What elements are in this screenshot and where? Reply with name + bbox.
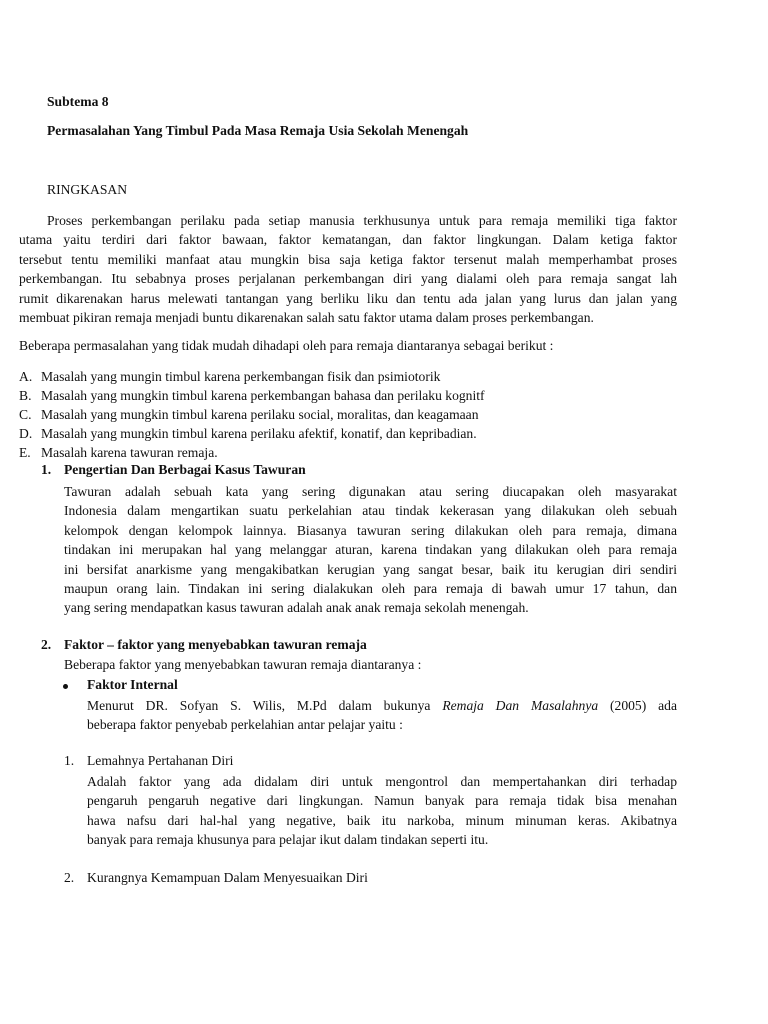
section1-paragraph [64, 482, 677, 618]
list-marker: D. [19, 426, 33, 441]
paragraph-line: beberapa faktor penyebab perkelahian antar pelajar yaitu : [87, 717, 403, 733]
section-number: 1. [41, 462, 52, 477]
section2-intro: Beberapa faktor yang menyebabkan tawuran remaja diantaranya : [64, 657, 422, 672]
list-item-text: Masalah karena tawuran remaja. [41, 445, 218, 460]
paragraph-line: maupun orang lain. Tindakan ini sering dialakukan oleh para remaja di bawah umur 17 tahun, dan [64, 581, 677, 597]
paragraph-line: banyak para remaja khusunya para pelajar ikut dalam tindakan seperti itu. [87, 832, 489, 848]
list-marker: A. [19, 369, 33, 384]
paragraph-line: Proses perkembangan perilaku pada setiap manusia terkhusunya untuk para remaja memiliki tiga faktor [47, 213, 677, 228]
citation-year: (2005) ada [610, 698, 677, 713]
summary-heading: RINGKASAN [47, 182, 128, 197]
internal-factor-paragraph [87, 696, 677, 735]
citation-text: Menurut DR. Sofyan S. Wilis, M.Pd dalam bukunya [87, 698, 431, 713]
intro-paragraph [19, 211, 677, 327]
section-heading: Faktor – faktor yang menyebabkan tawuran remaja [64, 637, 367, 652]
list-item-text: Masalah yang mungkin timbul karena perkembangan bahasa dan perilaku kognitf [41, 388, 485, 403]
paragraph-line: hawa nafsu dari hal-hal yang negative, baik itu narkoba, minum minuman keras. Akibatnya [87, 812, 677, 828]
paragraph-line: yang sering mendapatkan kasus tawuran adalah anak anak remaja sekolah menengah. [64, 600, 529, 616]
paragraph-line: tersebut tentu memiliki manfaat atau mungkin bisa saja ketiga faktor tersenut malah memperhambat proses [19, 251, 677, 267]
page-title: Permasalahan Yang Timbul Pada Masa Remaja Usia Sekolah Menengah [47, 123, 469, 138]
paragraph-line: utama yaitu terdiri dari faktor bawaan, faktor kematangan, dan faktor lingkungan. Dalam ketiga faktor [19, 232, 677, 248]
paragraph-line: Tawuran adalah sebuah kata yang sering digunakan atau sering diucapakan oleh masyarakat [64, 484, 677, 499]
item1-paragraph [87, 772, 677, 850]
section-number: 2. [41, 637, 52, 652]
paragraph-line: kelompok dengan kelompok lainnya. Biasanya tawuran sering dilakukan oleh para remaja, dimana [64, 522, 677, 538]
list-item [19, 424, 477, 443]
list-item [19, 367, 440, 386]
item-number: 2. [64, 870, 75, 885]
list-item-text: Masalah yang mungkin timbul karena perilaku social, moralitas, dan keagamaan [41, 407, 479, 422]
paragraph-line: Indonesia dalam mengartikan suatu perkelahian atau tindak kekerasan yang dilakukan oleh sebuah [64, 503, 677, 519]
bullet-icon [63, 684, 68, 689]
paragraph-line: pengaruh pengaruh negative dari lingkungan. Namun banyak para remaja tidak bisa menahan [87, 793, 677, 809]
section-heading: Pengertian Dan Berbagai Kasus Tawuran [64, 462, 306, 477]
list-item-text: Masalah yang mungkin timbul karena perilaku afektif, konatif, dan kepribadian. [41, 426, 477, 441]
item-heading: Lemahnya Pertahanan Diri [87, 753, 234, 768]
paragraph-line: tindakan ini merupakan hal yang melanggar aturan, karena tindakan yang dilakukan oleh para remaja [64, 542, 677, 558]
subtheme-label: Subtema 8 [47, 94, 109, 109]
paragraph-line [87, 696, 677, 715]
item-heading: Kurangnya Kemampuan Dalam Menyesuaikan Diri [87, 870, 368, 885]
paragraph-line: membuat pikiran remaja menjadi buntu dikarenakan salah satu faktor utama dalam proses perkembangan. [19, 310, 594, 326]
list-item [19, 386, 485, 405]
problems-intro: Beberapa permasalahan yang tidak mudah dihadapi oleh para remaja diantaranya sebagai berikut : [19, 338, 554, 353]
list-marker: C. [19, 407, 32, 422]
list-item [19, 405, 479, 424]
list-item [19, 443, 218, 462]
paragraph-line: ini bersifat anarkisme yang mengakibatkan kerugian yang sangat besar, baik itu kerugian diri sendiri [64, 561, 677, 577]
internal-factor-heading: Faktor Internal [87, 677, 178, 692]
list-marker: B. [19, 388, 32, 403]
paragraph-line: rumit dikarenakan harus melewati tantangan yang berliku liku dan tentu ada jalan yang lurus dan jalan yang [19, 290, 677, 306]
list-marker: E. [19, 445, 31, 460]
list-item-text: Masalah yang mungin timbul karena perkembangan fisik dan psimiotorik [41, 369, 441, 384]
paragraph-line: perkembangan. Itu sebabnya proses perjalanan perkembangan diri yang dialami oleh para remaja sangat lah [19, 271, 677, 287]
item-number: 1. [64, 753, 75, 768]
book-title: Remaja Dan Masalahnya [442, 698, 599, 713]
paragraph-line: Adalah faktor yang ada didalam diri untuk mengontrol dan mempertahankan diri terhadap [87, 774, 677, 789]
